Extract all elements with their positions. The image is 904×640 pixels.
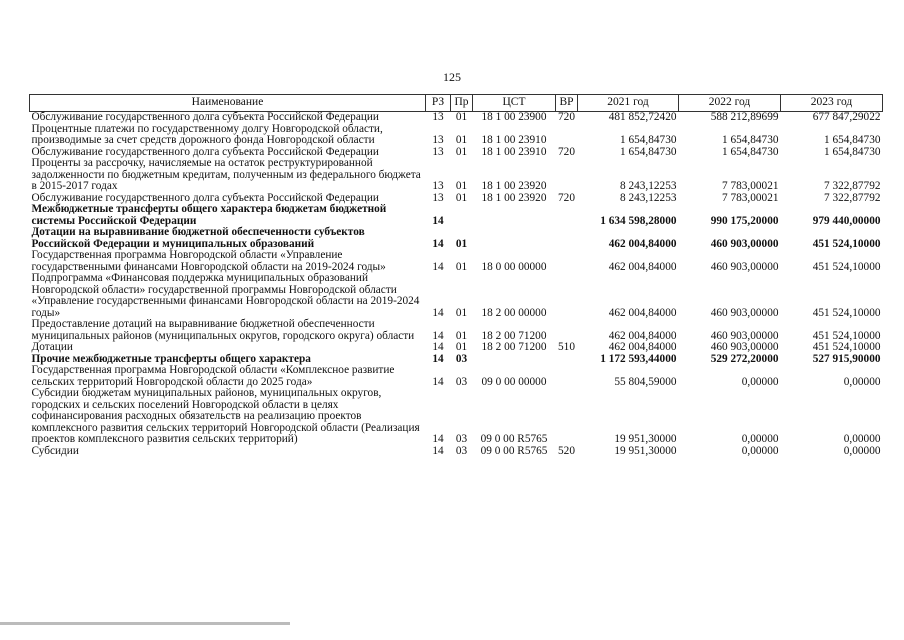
cell-vr: 720 — [558, 145, 575, 158]
table-row — [30, 446, 883, 458]
column-header-2022: 2022 год — [679, 95, 781, 112]
cell-2023: 0,00000 — [843, 433, 881, 445]
cell-cst: 09 0 00 R5765 — [480, 444, 548, 457]
cell-name: Проценты за рассрочку, начисляемые на остаток реструктурированной задолженности по бюджетным кредитам, полученным из федерального бюджета в 2015-2017 годах — [31, 157, 421, 192]
cell-2023: 451 524,10000 — [812, 237, 881, 250]
cell-2023: 451 524,10000 — [812, 329, 881, 342]
cell-2021: 462 004,84000 — [608, 306, 677, 319]
cell-rz: 14 — [432, 375, 444, 388]
cell-vr — [556, 354, 578, 366]
cell-rz: 14 — [432, 306, 444, 319]
cell-pr: 01 — [455, 180, 468, 192]
cell-2022: 990 175,20000 — [710, 214, 779, 227]
cell-2022: 460 903,00000 — [710, 329, 779, 342]
table-row — [30, 273, 883, 319]
table-row — [30, 365, 883, 388]
cell-pr: 01 — [455, 260, 468, 273]
column-header-2023: 2023 год — [781, 95, 883, 112]
cell-pr: 01 — [455, 134, 468, 146]
cell-rz: 14 — [432, 352, 444, 365]
cell-cst — [473, 204, 556, 227]
column-header-2021: 2021 год — [578, 95, 679, 112]
table-row — [30, 124, 883, 147]
cell-2022: 0,00000 — [741, 433, 779, 445]
cell-pr: 03 — [455, 433, 468, 445]
cell-2022: 588 212,89699 — [710, 111, 779, 123]
cell-pr: 01 — [455, 237, 468, 250]
cell-cst: 18 2 00 71200 — [481, 329, 547, 342]
cell-2022: 460 903,00000 — [710, 237, 779, 250]
cell-pr: 03 — [455, 352, 468, 365]
cell-name: Обслуживание государственного долга субъекта Российской Федерации — [31, 191, 379, 204]
cell-name: Государственная программа Новгородской области «Комплексное развитие сельских территорий Новгородской области до 2025 года» — [31, 364, 395, 388]
cell-rz: 14 — [432, 444, 444, 457]
cell-rz: 13 — [432, 111, 444, 123]
budget-table — [29, 94, 883, 457]
cell-2023: 7 322,87792 — [824, 191, 881, 204]
cell-2022: 1 654,84730 — [722, 134, 779, 146]
table-row — [30, 204, 883, 227]
cell-rz: 14 — [432, 214, 444, 227]
cell-2021: 462 004,84000 — [608, 237, 677, 250]
cell-2021: 462 004,84000 — [608, 260, 677, 273]
cell-pr — [451, 204, 473, 227]
cell-2023: 451 524,10000 — [812, 306, 881, 319]
cell-vr — [556, 204, 578, 227]
table-row — [30, 158, 883, 193]
cell-rz: 14 — [432, 433, 444, 445]
page-number: 125 — [443, 70, 461, 84]
cell-rz: 14 — [432, 329, 444, 342]
cell-2021: 19 951,30000 — [614, 444, 677, 457]
cell-2021: 1 654,84730 — [620, 134, 677, 146]
column-header-rz: РЗ — [426, 95, 451, 112]
cell-cst — [473, 354, 556, 366]
cell-name: Обслуживание государственного долга субъекта Российской Федерации — [31, 111, 379, 123]
cell-cst: 09 0 00 R5765 — [480, 433, 548, 445]
cell-cst: 18 2 00 71200 — [481, 341, 547, 353]
scan-edge-line — [0, 622, 290, 625]
cell-2021: 462 004,84000 — [608, 341, 677, 353]
cell-2021: 1 634 598,28000 — [600, 214, 677, 227]
cell-rz: 14 — [432, 341, 444, 353]
cell-2023: 451 524,10000 — [812, 260, 881, 273]
cell-2023: 979 440,00000 — [812, 214, 881, 227]
cell-pr: 03 — [455, 375, 468, 388]
table-body — [30, 112, 883, 458]
table-row — [30, 388, 883, 446]
cell-vr: 520 — [558, 444, 575, 457]
table-row — [30, 319, 883, 342]
cell-vr: 510 — [558, 341, 575, 353]
cell-vr — [556, 124, 578, 147]
cell-2023: 0,00000 — [843, 375, 881, 388]
cell-vr: 720 — [558, 191, 575, 204]
cell-2021: 55 804,59000 — [614, 375, 677, 388]
cell-cst: 18 1 00 23900 — [481, 111, 547, 123]
cell-name: Подпрограмма «Финансовая поддержка муниципальных образований Новгородской области» государственной программы Новгородской области «Управление государственными финансами Новгородской области на 2019-2024 годы» — [31, 272, 420, 319]
column-header-pr: Пр — [451, 95, 473, 112]
cell-cst: 18 1 00 23910 — [481, 134, 547, 146]
cell-cst: 18 0 00 00000 — [481, 260, 547, 273]
cell-2021: 8 243,12253 — [620, 191, 677, 204]
cell-name: Дотации — [31, 341, 73, 353]
cell-2022: 460 903,00000 — [710, 306, 779, 319]
cell-2022: 0,00000 — [741, 444, 779, 457]
table-row — [30, 342, 883, 354]
cell-2023: 0,00000 — [843, 444, 881, 457]
cell-cst: 09 0 00 00000 — [481, 375, 547, 388]
cell-2023: 1 654,84730 — [824, 145, 881, 158]
cell-2021: 19 951,30000 — [614, 433, 677, 445]
cell-vr — [556, 388, 578, 446]
cell-vr — [556, 273, 578, 319]
cell-rz: 13 — [432, 145, 444, 158]
cell-2022: 7 783,00021 — [722, 191, 779, 204]
cell-2022: 1 654,84730 — [722, 145, 779, 158]
cell-pr: 01 — [455, 111, 468, 123]
cell-cst — [473, 227, 556, 250]
cell-name: Субсидии бюджетам муниципальных районов, муниципальных округов, городских и сельских поселений Новгородской области в целях софинансирования расходных обязательств на реализацию проектов комплексного развития сельских территорий Новгородской области (Реализация проектов комплексного развития сельских территорий) — [31, 387, 420, 445]
cell-2021: 1 172 593,44000 — [600, 352, 677, 365]
cell-pr: 01 — [455, 145, 468, 158]
cell-2022: 460 903,00000 — [710, 341, 779, 353]
cell-name: Предоставление дотаций на выравнивание бюджетной обеспеченности муниципальных районов (муниципальных округов, городского округа) области — [31, 318, 415, 342]
cell-name: Обслуживание государственного долга субъекта Российской Федерации — [31, 145, 379, 158]
cell-2022: 7 783,00021 — [722, 180, 779, 192]
cell-pr: 01 — [455, 306, 468, 319]
cell-2021: 462 004,84000 — [608, 329, 677, 342]
cell-cst: 18 1 00 23920 — [481, 191, 547, 204]
cell-2023: 677 847,29022 — [812, 111, 881, 123]
cell-vr — [556, 250, 578, 273]
table-row — [30, 227, 883, 250]
cell-cst: 18 1 00 23910 — [481, 145, 547, 158]
cell-pr: 01 — [455, 341, 468, 353]
cell-2023: 451 524,10000 — [812, 341, 881, 353]
cell-2021: 8 243,12253 — [620, 180, 677, 192]
cell-rz: 13 — [432, 180, 444, 192]
cell-pr: 01 — [455, 191, 468, 204]
cell-name: Субсидии — [31, 444, 79, 457]
table-row — [30, 250, 883, 273]
column-header-cst: ЦСТ — [473, 95, 556, 112]
cell-2023: 527 915,90000 — [812, 352, 881, 365]
cell-name: Государственная программа Новгородской области «Управление государственными финансами Новгородской области на 2019-2024 годы» — [31, 249, 386, 273]
cell-rz: 13 — [432, 134, 444, 146]
cell-name: Прочие межбюджетные трансферты общего характера — [31, 352, 311, 365]
cell-cst: 18 2 00 00000 — [481, 306, 547, 319]
cell-2023: 1 654,84730 — [824, 134, 881, 146]
table-row — [30, 112, 883, 124]
cell-2022: 0,00000 — [741, 375, 779, 388]
cell-rz: 13 — [432, 191, 444, 204]
column-header-vr: ВР — [556, 95, 578, 112]
cell-2022: 460 903,00000 — [710, 260, 779, 273]
cell-pr: 01 — [455, 329, 468, 342]
cell-2023: 7 322,87792 — [824, 180, 881, 192]
cell-2021: 1 654,84730 — [620, 145, 677, 158]
cell-vr — [556, 365, 578, 388]
cell-name: Дотации на выравнивание бюджетной обеспеченности субъектов Российской Федерации и муниципальных образований — [31, 226, 365, 250]
cell-cst: 18 1 00 23920 — [481, 180, 547, 192]
cell-rz: 14 — [432, 260, 444, 273]
cell-vr: 720 — [558, 111, 575, 123]
cell-2022: 529 272,20000 — [710, 352, 779, 365]
cell-vr — [556, 319, 578, 342]
cell-name: Межбюджетные трансферты общего характера бюджетам бюджетной системы Российской Федерации — [31, 203, 387, 227]
cell-vr — [556, 158, 578, 193]
cell-vr — [556, 227, 578, 250]
column-header-name: Наименование — [30, 95, 426, 112]
cell-2021: 481 852,72420 — [608, 111, 677, 123]
cell-name: Процентные платежи по государственному долгу Новгородской области, производимые за счет средств дорожного фонда Новгородской области — [31, 122, 383, 146]
cell-pr: 03 — [455, 444, 468, 457]
table-header-row — [30, 95, 883, 112]
cell-rz: 14 — [432, 237, 444, 250]
